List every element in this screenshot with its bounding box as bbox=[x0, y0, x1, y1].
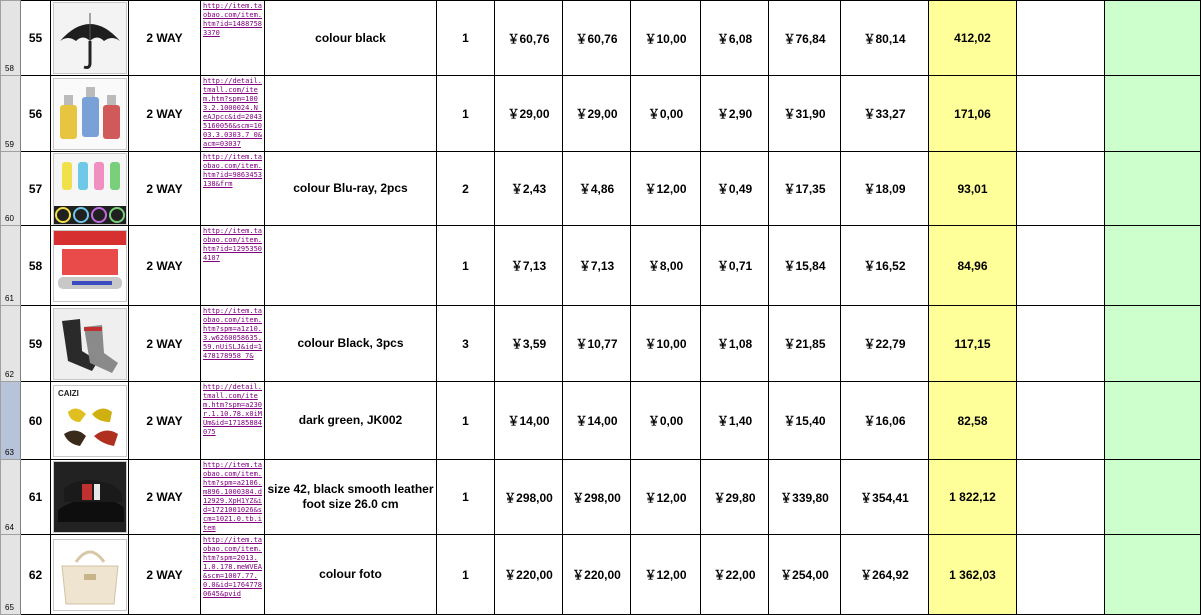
fee-cell[interactable]: ￥2,90 bbox=[701, 76, 769, 152]
shipping-cell[interactable]: ￥0,00 bbox=[631, 382, 701, 460]
sum-cell[interactable]: ￥76,84 bbox=[769, 1, 841, 76]
row-header[interactable]: 65 bbox=[1, 535, 21, 615]
subtotal-cell[interactable]: ￥7,13 bbox=[563, 226, 631, 306]
table-row bbox=[1, 306, 1201, 382]
status-cell[interactable] bbox=[1105, 1, 1201, 76]
row-header[interactable]: 59 bbox=[1, 76, 21, 152]
status-cell[interactable] bbox=[1105, 226, 1201, 306]
umbrella-icon bbox=[53, 2, 127, 74]
item-number-cell[interactable]: 56 bbox=[21, 76, 51, 152]
product-link-cell[interactable] bbox=[201, 306, 265, 382]
shipping-way-cell[interactable]: 2 WAY bbox=[129, 226, 201, 306]
price-cell[interactable]: ￥60,76 bbox=[495, 1, 563, 76]
status-cell[interactable] bbox=[1105, 460, 1201, 535]
product-image-cell[interactable] bbox=[51, 76, 129, 152]
description-cell[interactable]: colour Blu-ray, 2pcs bbox=[265, 152, 437, 226]
sum-cell[interactable]: ￥15,84 bbox=[769, 226, 841, 306]
product-image-cell[interactable] bbox=[51, 535, 129, 615]
sum-cell[interactable]: ￥254,00 bbox=[769, 535, 841, 615]
row-header[interactable]: 60 bbox=[1, 152, 21, 226]
subtotal-cell[interactable]: ￥10,77 bbox=[563, 306, 631, 382]
quantity-cell[interactable]: 1 bbox=[437, 76, 495, 152]
empty-cell[interactable] bbox=[1017, 152, 1105, 226]
shipping-cell[interactable]: ￥10,00 bbox=[631, 1, 701, 76]
fee-cell[interactable]: ￥6,08 bbox=[701, 1, 769, 76]
shipping-cell[interactable]: ￥0,00 bbox=[631, 76, 701, 152]
sum-cell[interactable]: ￥31,90 bbox=[769, 76, 841, 152]
quantity-cell[interactable]: 1 bbox=[437, 382, 495, 460]
quantity-cell[interactable]: 1 bbox=[437, 535, 495, 615]
grand-sum-cell[interactable]: ￥264,92 bbox=[841, 535, 929, 615]
subtotal-cell[interactable]: ￥29,00 bbox=[563, 76, 631, 152]
total-cell[interactable]: 1 362,03 bbox=[929, 535, 1017, 615]
glue-tube-icon bbox=[53, 230, 127, 302]
grand-sum-cell[interactable]: ￥18,09 bbox=[841, 152, 929, 226]
price-cell[interactable]: ￥29,00 bbox=[495, 76, 563, 152]
table-row bbox=[1, 76, 1201, 152]
shipping-way-cell[interactable]: 2 WAY bbox=[129, 1, 201, 76]
item-number-cell[interactable]: 58 bbox=[21, 226, 51, 306]
fee-cell[interactable]: ￥22,00 bbox=[701, 535, 769, 615]
price-cell[interactable]: ￥298,00 bbox=[495, 460, 563, 535]
row-header[interactable]: 58 bbox=[1, 1, 21, 76]
table-row bbox=[1, 152, 1201, 226]
shipping-cell[interactable]: ￥8,00 bbox=[631, 226, 701, 306]
product-link-cell[interactable] bbox=[201, 460, 265, 535]
product-link[interactable]: http://item.taobao.com/item.htm?spm=2013.1.0.178.meWVEA&scm=1007.77.0.0&id=17647780645&pvid bbox=[203, 536, 263, 598]
status-cell[interactable] bbox=[1105, 152, 1201, 226]
shipping-way-cell[interactable]: 2 WAY bbox=[129, 535, 201, 615]
quantity-cell[interactable]: 2 bbox=[437, 152, 495, 226]
status-cell[interactable] bbox=[1105, 76, 1201, 152]
product-link[interactable]: http://item.taobao.com/item.htm?spm=a1z10.3.w6260058635.59.nUiSLJ&id=1478178958 7& bbox=[203, 307, 263, 360]
description-cell[interactable] bbox=[265, 226, 437, 306]
product-link-cell[interactable] bbox=[201, 226, 265, 306]
total-cell[interactable]: 84,96 bbox=[929, 226, 1017, 306]
product-link-cell[interactable] bbox=[201, 382, 265, 460]
total-cell[interactable]: 82,58 bbox=[929, 382, 1017, 460]
sum-cell[interactable]: ￥21,85 bbox=[769, 306, 841, 382]
shipping-way-cell[interactable]: 2 WAY bbox=[129, 76, 201, 152]
shipping-way-cell[interactable]: 2 WAY bbox=[129, 306, 201, 382]
table-row bbox=[1, 535, 1201, 615]
description-cell[interactable]: colour foto bbox=[265, 535, 437, 615]
fee-cell[interactable]: ￥1,40 bbox=[701, 382, 769, 460]
empty-cell[interactable] bbox=[1017, 76, 1105, 152]
empty-cell[interactable] bbox=[1017, 1, 1105, 76]
table-row bbox=[1, 460, 1201, 535]
subtotal-cell[interactable]: ￥60,76 bbox=[563, 1, 631, 76]
subtotal-cell[interactable]: ￥220,00 bbox=[563, 535, 631, 615]
product-image-cell[interactable] bbox=[51, 152, 129, 226]
quantity-cell[interactable]: 1 bbox=[437, 460, 495, 535]
shipping-cell[interactable]: ￥10,00 bbox=[631, 306, 701, 382]
grand-sum-cell[interactable]: ￥80,14 bbox=[841, 1, 929, 76]
status-cell[interactable] bbox=[1105, 382, 1201, 460]
clip-on-sunglasses-icon bbox=[53, 385, 127, 457]
table-row bbox=[1, 1, 1201, 76]
fee-cell[interactable]: ￥29,80 bbox=[701, 460, 769, 535]
quantity-cell[interactable]: 1 bbox=[437, 1, 495, 76]
fee-cell[interactable]: ￥1,08 bbox=[701, 306, 769, 382]
product-image-cell[interactable] bbox=[51, 306, 129, 382]
description-cell[interactable]: dark green, JK002 bbox=[265, 382, 437, 460]
item-number-cell[interactable]: 62 bbox=[21, 535, 51, 615]
status-cell[interactable] bbox=[1105, 306, 1201, 382]
sum-cell[interactable]: ￥15,40 bbox=[769, 382, 841, 460]
perfume-bottles-icon bbox=[53, 78, 127, 150]
product-link[interactable]: http://item.taobao.com/item.htm?spm=a2106.m896.1000384.d12929.XpH1YZ&id=1721001026&scm=1021.0.tb.item bbox=[203, 461, 263, 532]
total-cell[interactable]: 93,01 bbox=[929, 152, 1017, 226]
product-link-cell[interactable] bbox=[201, 535, 265, 615]
subtotal-cell[interactable]: ￥4,86 bbox=[563, 152, 631, 226]
grand-sum-cell[interactable]: ￥16,52 bbox=[841, 226, 929, 306]
leather-shoes-icon bbox=[53, 461, 127, 533]
product-link[interactable]: http://detail.tmall.com/item.htm?spm=1003.2.1000024.N_eAJpcc&id=20435160056&scm=1003.3.0303.7_0&acm=03037 bbox=[203, 77, 263, 148]
grand-sum-cell[interactable]: ￥22,79 bbox=[841, 306, 929, 382]
total-cell[interactable]: 412,02 bbox=[929, 1, 1017, 76]
grand-sum-cell[interactable]: ￥16,06 bbox=[841, 382, 929, 460]
shipping-cell[interactable]: ￥12,00 bbox=[631, 535, 701, 615]
description-cell[interactable] bbox=[265, 76, 437, 152]
product-link[interactable]: http://detail.tmall.com/item.htm?spm=a230r.1.10.78.x0iMUm&id=17185884075 bbox=[203, 383, 263, 436]
product-link-cell[interactable] bbox=[201, 76, 265, 152]
fee-cell[interactable]: ￥0,49 bbox=[701, 152, 769, 226]
empty-cell[interactable] bbox=[1017, 382, 1105, 460]
product-image-cell[interactable] bbox=[51, 1, 129, 76]
table-row bbox=[1, 226, 1201, 306]
product-image-cell[interactable] bbox=[51, 460, 129, 535]
shipping-cell[interactable]: ￥12,00 bbox=[631, 460, 701, 535]
sum-cell[interactable]: ￥339,80 bbox=[769, 460, 841, 535]
product-image-cell[interactable] bbox=[51, 382, 129, 460]
row-header[interactable]: 63 bbox=[1, 382, 21, 460]
price-cell[interactable]: ￥14,00 bbox=[495, 382, 563, 460]
quantity-cell[interactable]: 3 bbox=[437, 306, 495, 382]
product-link[interactable]: http://item.taobao.com/item.htm?id=14887583370 bbox=[203, 2, 263, 37]
product-link[interactable]: http://item.taobao.com/item.htm?id=12953504107 bbox=[203, 227, 263, 262]
total-cell[interactable]: 1 822,12 bbox=[929, 460, 1017, 535]
product-image-cell[interactable] bbox=[51, 226, 129, 306]
row-header[interactable]: 64 bbox=[1, 460, 21, 535]
grand-sum-cell[interactable]: ￥354,41 bbox=[841, 460, 929, 535]
subtotal-cell[interactable]: ￥298,00 bbox=[563, 460, 631, 535]
product-link[interactable]: http://item.taobao.com/item.htm?id=9863453138&frm bbox=[203, 153, 263, 188]
price-cell[interactable]: ￥7,13 bbox=[495, 226, 563, 306]
status-cell[interactable] bbox=[1105, 535, 1201, 615]
empty-cell[interactable] bbox=[1017, 535, 1105, 615]
description-cell[interactable]: colour Black, 3pcs bbox=[265, 306, 437, 382]
item-number-cell[interactable]: 55 bbox=[21, 1, 51, 76]
shipping-way-cell[interactable]: 2 WAY bbox=[129, 382, 201, 460]
empty-cell[interactable] bbox=[1017, 460, 1105, 535]
table-row bbox=[1, 382, 1201, 460]
socks-icon bbox=[53, 308, 127, 380]
handbag-icon bbox=[53, 539, 127, 611]
svg-text:CAIZI: CAIZI bbox=[57, 388, 79, 398]
fee-cell[interactable]: ￥0,71 bbox=[701, 226, 769, 306]
shipping-cell[interactable]: ￥12,00 bbox=[631, 152, 701, 226]
total-cell[interactable]: 171,06 bbox=[929, 76, 1017, 152]
row-header[interactable]: 61 bbox=[1, 226, 21, 306]
led-valve-caps-icon bbox=[53, 153, 127, 225]
subtotal-cell[interactable]: ￥14,00 bbox=[563, 382, 631, 460]
empty-cell[interactable] bbox=[1017, 226, 1105, 306]
item-number-cell[interactable]: 60 bbox=[21, 382, 51, 460]
quantity-cell[interactable]: 1 bbox=[437, 226, 495, 306]
total-cell[interactable]: 117,15 bbox=[929, 306, 1017, 382]
item-number-cell[interactable]: 61 bbox=[21, 460, 51, 535]
empty-cell[interactable] bbox=[1017, 306, 1105, 382]
price-cell[interactable]: ￥220,00 bbox=[495, 535, 563, 615]
description-cell[interactable]: colour black bbox=[265, 1, 437, 76]
price-cell[interactable]: ￥3,59 bbox=[495, 306, 563, 382]
description-cell[interactable]: size 42, black smooth leather foot size 26.0 cm bbox=[265, 460, 437, 535]
item-number-cell[interactable]: 59 bbox=[21, 306, 51, 382]
shipping-way-cell[interactable]: 2 WAY bbox=[129, 152, 201, 226]
shipping-way-cell[interactable]: 2 WAY bbox=[129, 460, 201, 535]
product-link-cell[interactable] bbox=[201, 152, 265, 226]
product-link-cell[interactable] bbox=[201, 1, 265, 76]
price-cell[interactable]: ￥2,43 bbox=[495, 152, 563, 226]
item-number-cell[interactable]: 57 bbox=[21, 152, 51, 226]
sum-cell[interactable]: ￥17,35 bbox=[769, 152, 841, 226]
row-header[interactable]: 62 bbox=[1, 306, 21, 382]
grand-sum-cell[interactable]: ￥33,27 bbox=[841, 76, 929, 152]
